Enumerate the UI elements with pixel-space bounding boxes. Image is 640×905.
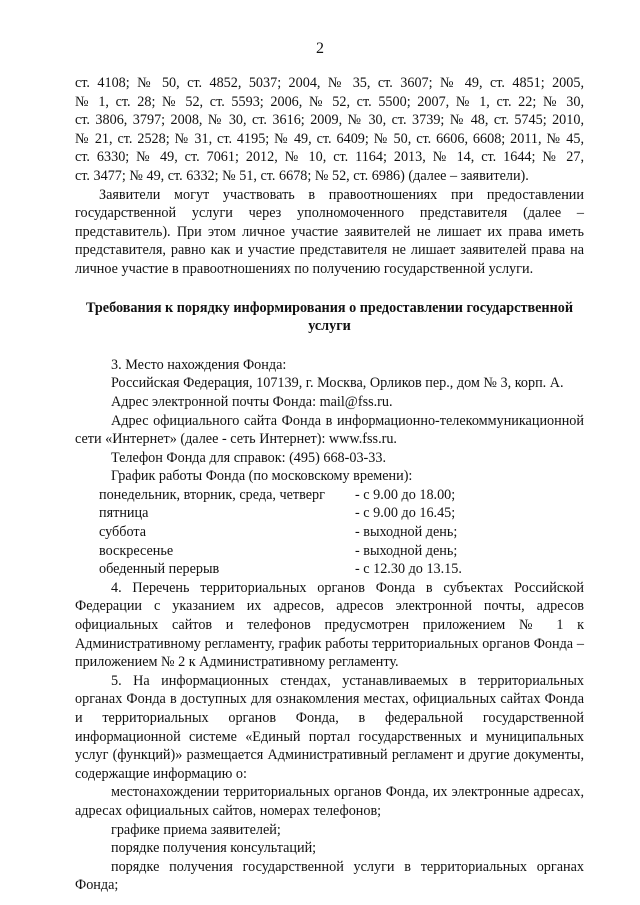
schedule-day: понедельник, вторник, среда, четверг (99, 486, 325, 503)
schedule-day: суббота (99, 524, 147, 541)
ref-line-4: № 21, ст. 2528; № 31, ст. 4195; № 49, ст. 6409; № 50, ст. 6606, 6608; 2011, № 45, (75, 130, 584, 147)
schedule-day: обеденный перерыв (99, 561, 220, 578)
ref-line-6: ст. 3477; № 49, ст. 6332; № 51, ст. 6678; № 52, ст. 6986) (далее – заявители). (75, 167, 529, 184)
schedule-time: - с 12.30 до 13.15. (355, 561, 462, 578)
schedule-row (99, 486, 584, 505)
item4-paragraph: 4. Перечень территориальных органов Фонда в субъектах Российской Федерации с указанием их адресов, адресов электронной почты, адресов официальных сайтов и телефонов предусмотрен приложением № 1 к Административному регламенту, график работы территориальных органов Фонда – приложением № 2 к Административному регламенту. (75, 579, 584, 671)
schedule-row (99, 542, 584, 561)
schedule-day: пятница (99, 505, 149, 522)
section-heading: Требования к порядку информирования о предоставлении государственной услуги (85, 299, 574, 335)
schedule-time: - с 9.00 до 16.45; (355, 505, 456, 522)
schedule-time: - выходной день; (355, 542, 458, 559)
list-item: порядке получения консультаций; (111, 840, 317, 857)
item3-schedule-title: График работы Фонда (по московскому времени): (111, 468, 413, 485)
schedule-time: - с 9.00 до 18.00; (355, 486, 456, 503)
schedule-day: воскресенье (99, 542, 174, 559)
list-item: местонахождении территориальных органов Фонда, их электронные адресах, адресах официальных сайтов, номерах телефонов; (75, 784, 584, 819)
item5-list (75, 783, 584, 895)
ref-line-5: ст. 6330; № 49, ст. 7061; 2012, № 10, ст. 1164; 2013, № 14, ст. 1644; № 27, (75, 149, 584, 166)
list-item: порядке получения государственной услуги в территориальных органах Фонда; (75, 858, 584, 894)
list-item: графике приема заявителей; (111, 821, 281, 838)
item5-paragraph: 5. На информационных стендах, устанавливаемых в территориальных органах Фонда в доступных для ознакомления местах, официальных сайтах Фонда и территориальных органов Фонда, в федеральной государственной информационной системе «Единый портал государственных и муниципальных услуг (функций)» размещается Административный регламент и другие документы, содержащие информацию о: (75, 672, 584, 782)
item3-title: 3. Место нахождения Фонда: (111, 356, 287, 373)
paragraph-representative: Заявители могут участвовать в правоотношениях при предоставлении государственной услуги через уполномоченного представителя (далее – представитель). При этом личное участие заявителей не лишает их права иметь представителя, равно как и участие представителя не лишает заявителей права на личное участие в правоотношениях по получению государственной услуги. (75, 186, 584, 277)
item3-website: Адрес официального сайта Фонда в информационно-телекоммуникационной сети «Интернет» (далее - сеть Интернет): www.fss.ru. (75, 412, 584, 448)
item3-address: Российская Федерация, 107139, г. Москва, Орликов пер., дом № 3, корп. А. (111, 375, 564, 392)
ref-line-3: ст. 3806, 3797; 2008, № 30, ст. 3616; 2009, № 30, ст. 3739; № 48, ст. 5745; 2010, (75, 112, 584, 129)
schedule-row (99, 504, 584, 523)
schedule-time: - выходной день; (355, 524, 458, 541)
work-schedule (99, 486, 584, 579)
item3-email: Адрес электронной почты Фонда: mail@fss.ru. (111, 393, 393, 410)
item3-phone: Телефон Фонда для справок: (495) 668-03-33. (111, 449, 387, 466)
ref-line-1: ст. 4108; № 50, ст. 4852, 5037; 2004, № 35, ст. 3607; № 49, ст. 4851; 2005, (75, 75, 584, 91)
legislation-references (75, 74, 584, 186)
page-body (75, 74, 584, 895)
schedule-row (99, 523, 584, 542)
schedule-row (99, 560, 584, 579)
page-number: 2 (316, 40, 324, 57)
ref-line-2: № 1, ст. 28; № 52, ст. 5593; 2006, № 52, ст. 5500; 2007, № 1, ст. 22; № 30, (75, 93, 584, 110)
